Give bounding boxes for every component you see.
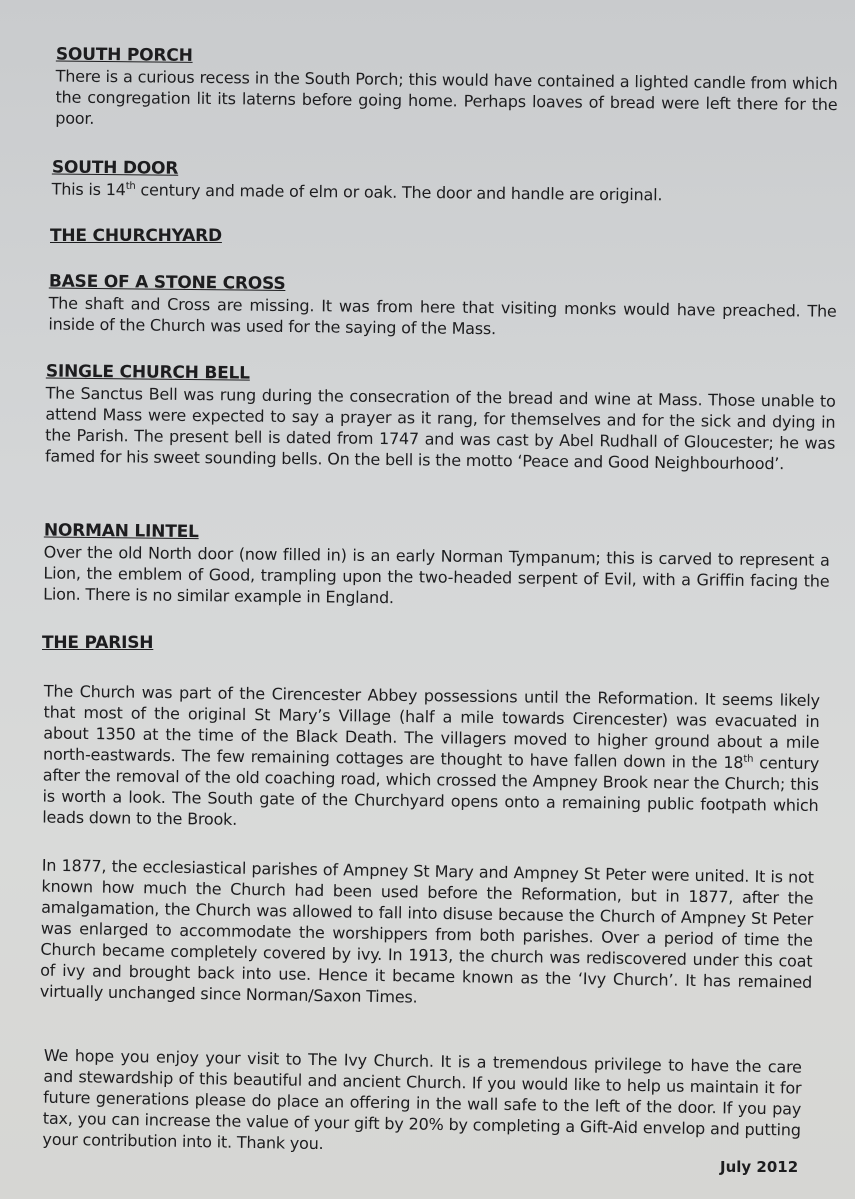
section-heading: SINGLE CHURCH BELL (45, 361, 250, 384)
section-south-porch (0, 44, 838, 136)
section-text: The shaft and Cross are missing. It was from here that visiting monks would have preached. The inside of the Church was used for the saying of the Mass. (48, 293, 837, 339)
section-text: Over the old North door (now filled in) is an early Norman Tympanum; this is carved to represent a Lion, the emblem of Good, trampling upon the two-headed serpent of Evil, with a Griffin facing the Lion. There is no similar example in England. (43, 542, 830, 608)
section-parish-heading (0, 633, 832, 654)
section-text: The Sanctus Bell was rung during the consecration of the bread and wine at Mass. Those unable to attend Mass were expected to say a prayer as it rang, for themselves and for the sick and dying in the Parish. The present bell is dated from 1747 and was cast by Abel Rudhall of Gloucester; he was famed for his sweet sounding bells. On the bell is the motto ‘Peace and Good Neighbourhood’. (44, 383, 836, 474)
parish-paragraph-3 (0, 1044, 802, 1162)
section-stone-cross (0, 271, 837, 343)
section-text: There is a curious recess in the South Porch; this would have contained a lighted candle from which the congregation lit its laterns before going home. Perhaps loaves of bread were left there for the poor. (55, 66, 838, 128)
section-text: The Church was part of the Cirencester Abbey possessions until the Reformation. It seems likely that most of the original St Mary’s Village (half a mile towards Cirencester) was evacuated in about 1350 at the time of the Black Death. The villagers moved to higher ground about a mile north-eastwards. The few remaining cottages are thought to have fallen down in the 18th century after the removal of the old coaching road, which crossed the Ampney Brook near the Church; this is worth a look. The South gate of the Churchyard opens onto a remaining public footpath which leads down to the Brook. (42, 681, 820, 829)
document-date: July 2012 (720, 1158, 799, 1176)
section-heading: THE PARISH (42, 633, 154, 653)
section-heading: SOUTH DOOR (51, 157, 179, 179)
section-norman-lintel (0, 520, 830, 613)
section-heading: SOUTH PORCH (55, 44, 193, 66)
parish-paragraph-1 (0, 680, 820, 837)
section-south-door (0, 157, 840, 207)
section-churchyard (0, 226, 840, 247)
section-heading: NORMAN LINTEL (43, 520, 199, 543)
section-text: In 1877, the ecclesiastical parishes of Ampney St Mary and Ampney St Peter were united. It is not known how much the Church had been used before the Reformation, but in 1877, after the amalgamation, the Church was allowed to fall into disuse because the Church of Ampney St Peter was enlarged to accommodate the worshippers from both parishes. Over a period of time the Church became completely covered by ivy. In 1913, the church was rediscovered under this coat of ivy and brought back into use. Hence it became known as the ‘Ivy Church’. It has remained virtually unchanged since Norman/Saxon Times. (39, 855, 814, 1007)
parish-paragraph-2 (0, 854, 814, 1014)
section-text: We hope you enjoy your visit to The Ivy Church. It is a tremendous privilege to have the care and stewardship of this beautiful and ancient Church. If you would like to help us maintain it for future generations please do place an offering in the wall safe to the left of the door. If you pay tax, you can increase the value of your gift by 20% by completing a Gift-Aid envelop and putting your contribution into it. Thank you. (42, 1045, 802, 1154)
section-heading: BASE OF A STONE CROSS (48, 271, 286, 294)
section-heading: THE CHURCHYARD (50, 226, 222, 246)
section-church-bell (0, 361, 836, 475)
section-text: This is 14th century and made of elm or oak. The door and handle are original. (51, 179, 663, 205)
